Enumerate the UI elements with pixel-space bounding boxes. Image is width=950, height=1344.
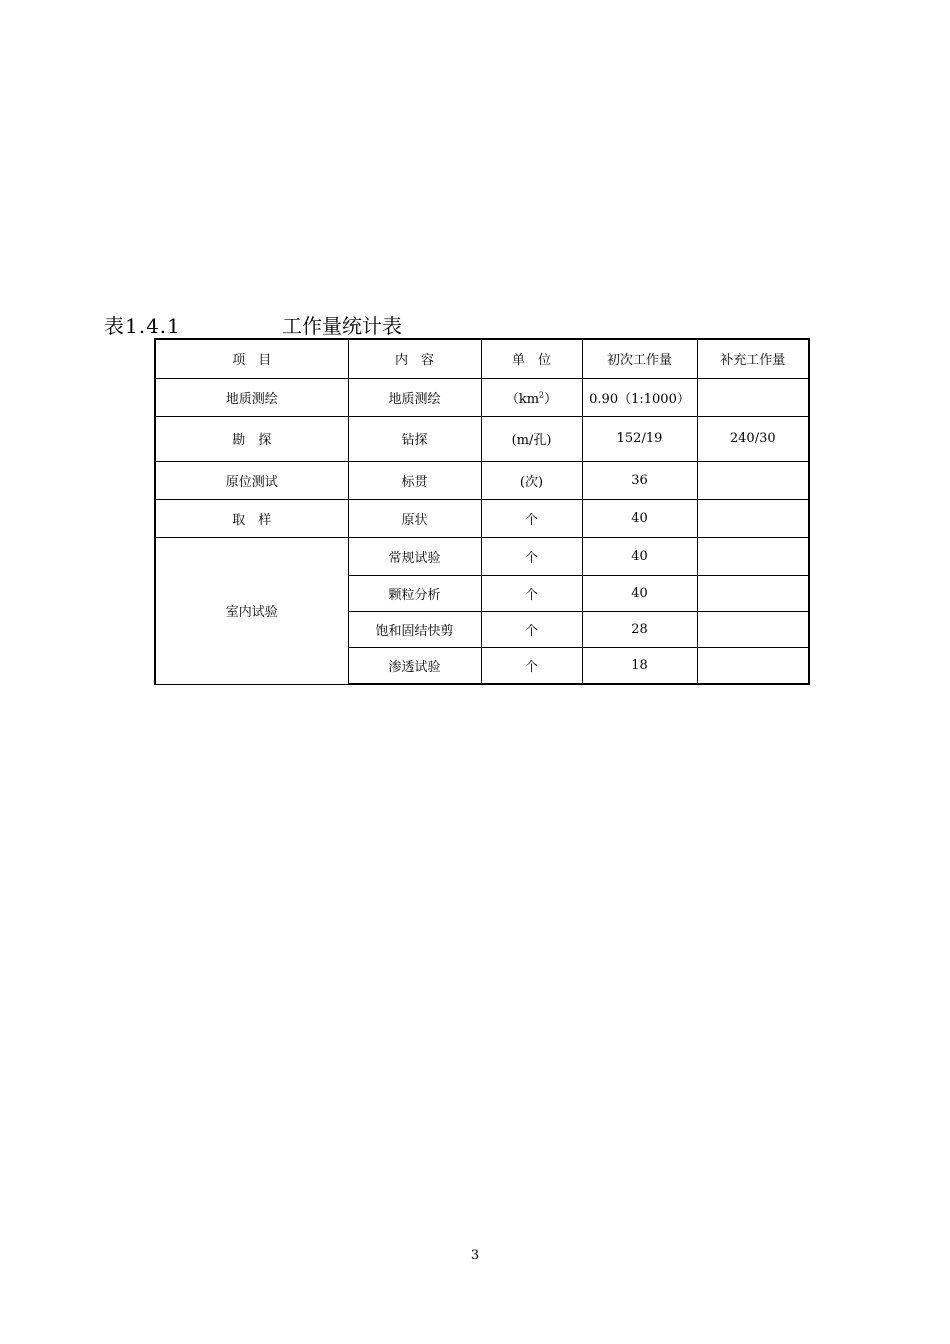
unit-superscript: 2 xyxy=(539,390,545,400)
cell-content: 常规试验 xyxy=(348,537,481,575)
header-cell-item: 项 目 xyxy=(155,339,348,378)
header-cell-unit: 单 位 xyxy=(481,339,582,378)
workload-table xyxy=(154,338,810,685)
cell-supplement: 240/30 xyxy=(697,416,809,461)
cell-unit: (m/孔) xyxy=(481,416,582,461)
cell-initial: 40 xyxy=(582,499,697,537)
cell-initial: 40 xyxy=(582,575,697,611)
cell-unit: 个 xyxy=(481,647,582,684)
cell-content: 原状 xyxy=(348,499,481,537)
cell-content: 颗粒分析 xyxy=(348,575,481,611)
table-row xyxy=(155,378,809,416)
cell-item-group: 室内试验 xyxy=(155,537,348,684)
cell-item: 原位测试 xyxy=(155,461,348,499)
table-row xyxy=(155,537,809,575)
cell-item: 取 样 xyxy=(155,499,348,537)
cell-unit: 个 xyxy=(481,537,582,575)
cell-initial: 18 xyxy=(582,647,697,684)
cell-initial: 0.90（1:1000） xyxy=(582,378,697,416)
cell-content: 钻探 xyxy=(348,416,481,461)
table-header-row xyxy=(155,339,809,378)
cell-unit: 个 xyxy=(481,575,582,611)
cell-unit xyxy=(481,378,582,416)
cell-supplement xyxy=(697,499,809,537)
cell-content: 地质测绘 xyxy=(348,378,481,416)
cell-initial: 152/19 xyxy=(582,416,697,461)
cell-item: 地质测绘 xyxy=(155,378,348,416)
cell-unit: 个 xyxy=(481,611,582,647)
header-cell-initial: 初次工作量 xyxy=(582,339,697,378)
table-caption xyxy=(104,312,402,340)
cell-supplement xyxy=(697,378,809,416)
unit-text: （km xyxy=(505,391,540,407)
cell-supplement xyxy=(697,537,809,575)
cell-content: 标贯 xyxy=(348,461,481,499)
unit-tail: ） xyxy=(544,391,558,407)
cell-supplement xyxy=(697,461,809,499)
table-row xyxy=(155,461,809,499)
cell-initial: 36 xyxy=(582,461,697,499)
table-title: 工作量统计表 xyxy=(282,314,402,338)
cell-supplement xyxy=(697,575,809,611)
cell-initial: 28 xyxy=(582,611,697,647)
cell-unit: (次) xyxy=(481,461,582,499)
page-number: 3 xyxy=(470,1248,480,1263)
header-cell-supplement: 补充工作量 xyxy=(697,339,809,378)
cell-unit: 个 xyxy=(481,499,582,537)
cell-content: 渗透试验 xyxy=(348,647,481,684)
table-number: 表1.4.1 xyxy=(104,314,181,338)
cell-supplement xyxy=(697,611,809,647)
cell-item: 勘 探 xyxy=(155,416,348,461)
header-cell-content: 内 容 xyxy=(348,339,481,378)
cell-supplement xyxy=(697,647,809,684)
cell-content: 饱和固结快剪 xyxy=(348,611,481,647)
table-row xyxy=(155,499,809,537)
cell-initial: 40 xyxy=(582,537,697,575)
table-row xyxy=(155,416,809,461)
